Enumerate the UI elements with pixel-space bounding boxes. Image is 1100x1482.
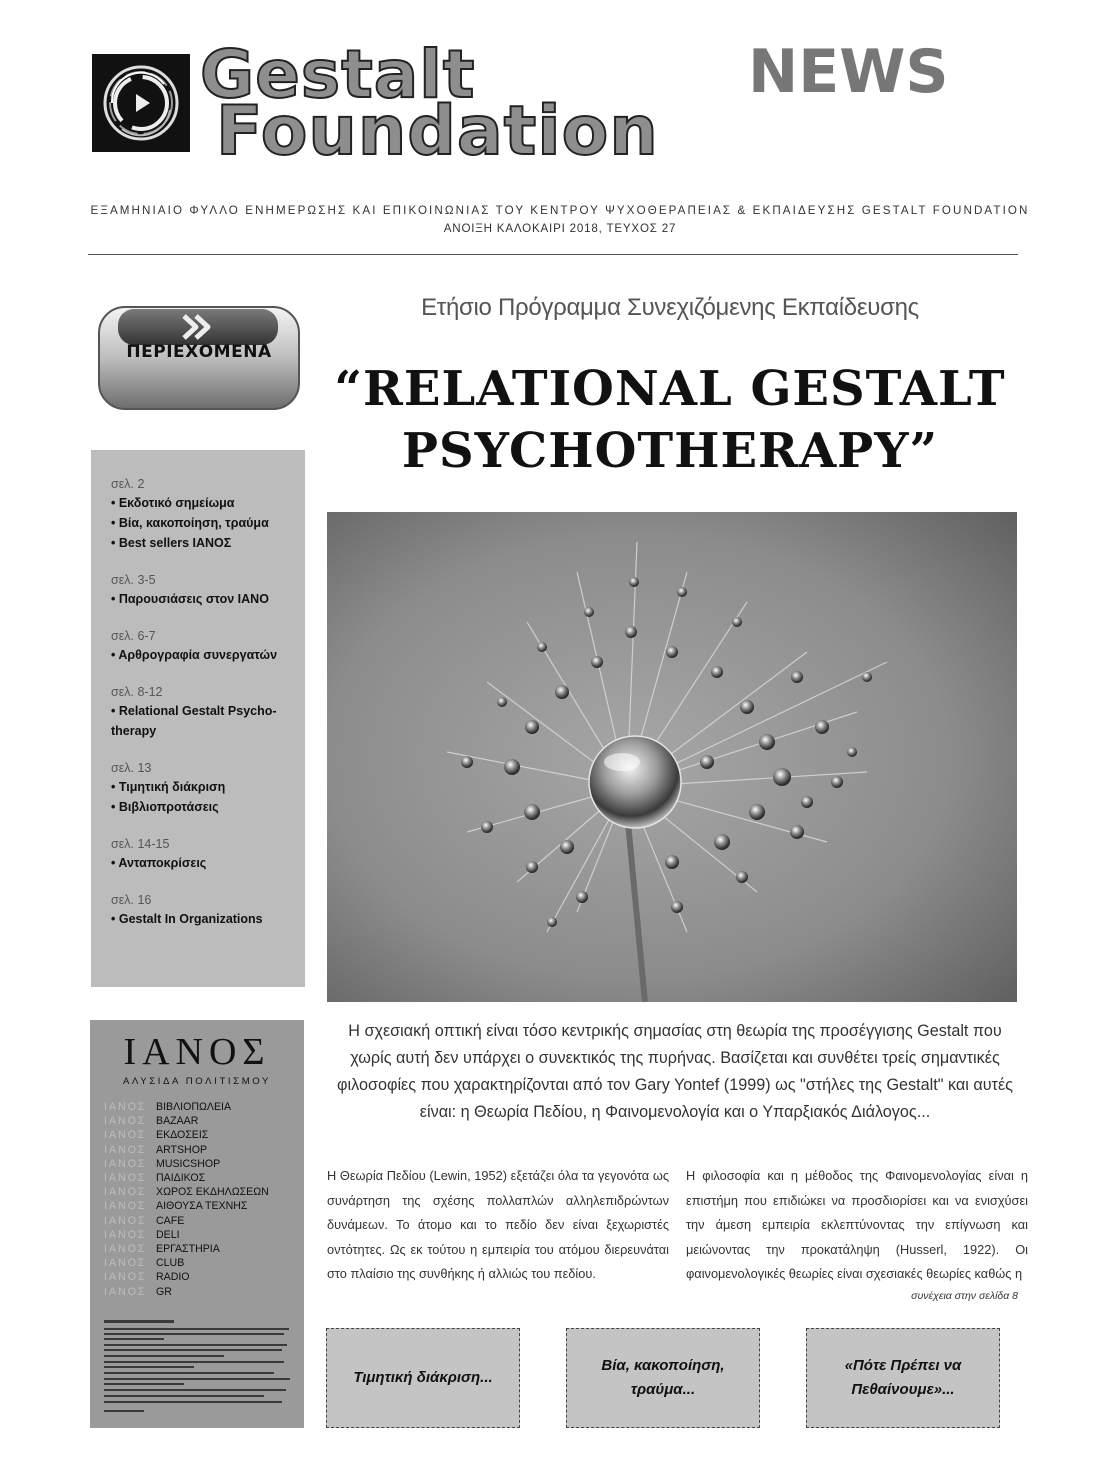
feature-photo [327,512,1017,1002]
ianos-department-label: MUSICSHOP [156,1157,221,1170]
toc-item[interactable]: • Best sellers ΙΑΝΟΣ [111,536,232,550]
toc-item[interactable]: • Gestalt In Organizations [111,912,263,926]
ianos-department-label: ΠΑΙΔΙΚΟΣ [156,1172,206,1185]
ianos-logo-text: ΙΑΝΟΣ [123,1031,271,1073]
contents-label: ΠΕΡΙΕΧΟΜΕΝΑ [126,342,272,362]
ianos-department-label: BAZAAR [156,1115,199,1128]
headline-line: PSYCHOTHERAPY” [401,423,939,479]
ianos-department [104,1185,300,1199]
ianos-department [104,1199,300,1213]
toc-group [111,892,305,929]
masthead-tagline: ΕΞΑΜΗΝΙΑΙΟ ΦΥΛΛΟ ΕΝΗΜΕΡΩΣΗΣ ΚΑΙ ΕΠΙΚΟΙΝΩΝΙΑΣ ΤΟΥ ΚΕΝΤΡΟΥ ΨΥΧΟΘΕΡΑΠΕΙΑΣ & ΕΚΠΑΙΔΕΥΣΗΣ GESTALT FOUNDATION [90,204,1030,217]
toc-group [111,836,305,873]
feature-headline [330,358,1010,482]
toc-page-number: σελ. 16 [111,893,152,907]
ianos-department [104,1228,300,1242]
ianos-department-label: ΕΚΔΟΣΕΙΣ [156,1129,209,1142]
ianos-department-list [104,1100,300,1299]
ianos-brand-mark: ΙΑΝΟΣ [104,1157,147,1170]
masthead-news: NEWS [748,37,949,107]
continued-note[interactable]: συνέχεια στην σελίδα 8 [911,1290,1018,1302]
toc-item[interactable]: • Αρθρογραφία συνεργατών [111,648,278,662]
ianos-department-label: GR [156,1285,172,1298]
ianos-brand-mark: ΙΑΝΟΣ [104,1243,147,1256]
ianos-department [104,1214,300,1228]
ianos-department-label: ARTSHOP [156,1143,208,1156]
ianos-department [104,1100,300,1114]
toc-item[interactable]: • Βία, κακοποίηση, τραύμα [111,516,269,530]
ianos-brand-mark: ΙΑΝΟΣ [104,1257,147,1270]
table-of-contents [91,450,305,987]
ianos-department-label: CLUB [156,1257,185,1270]
ianos-brand-mark: ΙΑΝΟΣ [104,1172,147,1185]
ianos-brand-mark: ΙΑΝΟΣ [104,1129,147,1142]
ianos-brand-mark: ΙΑΝΟΣ [104,1200,147,1213]
ianos-brand-mark: ΙΑΝΟΣ [104,1101,147,1113]
ianos-department-label: ΕΡΓΑΣΤΗΡΙΑ [156,1243,220,1256]
ianos-brand-mark: ΙΑΝΟΣ [104,1271,147,1284]
toc-page-number: σελ. 3-5 [111,573,156,587]
ianos-department [104,1128,300,1142]
toc-item[interactable]: • Εκδοτικό σημείωμα [111,496,235,510]
feature-lead: Η σχεσιακή οπτική είναι τόσο κεντρικής σημασίας στη θεωρία της προσέγγισης Gestalt που χωρίς αυτή δεν υπάρχει ο συνεκτικός της πυρήνας. Βασίζεται και συνθέτει τρείς σημαντικές φιλοσοφίες που χαρακτηρίζονται από τον Gary Yontef (1999) ως "στήλες της Gestalt" και αυτές είναι: η Θεωρία Πεδίου, η Φαινομενολογία και ο Υπαρξιακός Διάλογος... [337,1022,1013,1121]
toc-page-number: σελ. 13 [111,761,152,775]
dandelion-droplet-photo [327,512,1017,1002]
article-column-right: Η φιλοσοφία και η μέθοδος της Φαινομενολογίας είναι η επιστήμη που επιδιώκει να προσδιορίσει και να ενισχύσει την άμεση εμπειρία εκλεπτύνοντας την επίγνωση και μειώνοντας την προκατάληψη (Husserl, 1922). Οι φαινομενολογικές θεωρίες είναι σχεσιακές θεωρίες καθώς η [686,1168,1028,1281]
contents-button[interactable] [96,304,302,412]
ianos-department [104,1285,300,1299]
teaser-box-dying[interactable]: «Πότε Πρέπει να Πεθαίνουμε»... [806,1328,1000,1428]
masthead-divider [88,254,1018,255]
headline-line: “RELATIONAL GESTALT [334,361,1006,417]
issue-info: ΑΝΟΙΞΗ ΚΑΛΟΚΑΙΡΙ 2018, ΤΕΥΧΟΣ 27 [443,222,677,235]
ianos-advertisement [90,1020,304,1428]
ianos-subtitle: ΑΛΥΣΙΔΑ ΠΟΛΙΤΙΣΜΟΥ [122,1076,272,1087]
toc-page-number: σελ. 6-7 [111,629,156,643]
toc-group [111,572,305,609]
toc-page-number: σελ. 2 [111,477,145,491]
toc-item[interactable]: therapy [111,724,157,738]
logo-mark [92,54,190,152]
toc-item[interactable]: • Παρουσιάσεις στον ΙΑΝΟ [111,592,269,606]
ianos-department-label: RADIO [156,1271,190,1284]
ianos-department-label: ΑΙΘΟΥΣΑ ΤΕΧΝΗΣ [156,1200,248,1213]
ianos-department-label: ΒΙΒΛΙΟΠΩΛΕΙΑ [156,1101,232,1113]
ianos-department-label: CAFE [156,1214,185,1227]
toc-page-number: σελ. 14-15 [111,837,170,851]
toc-item[interactable]: • Τιμητική διάκριση [111,780,226,794]
ianos-department [104,1143,300,1157]
ianos-brand-mark: ΙΑΝΟΣ [104,1285,147,1298]
ianos-department-label: ΧΩΡΟΣ ΕΚΔΗΛΩΣΕΩΝ [156,1186,269,1199]
ianos-department [104,1114,300,1128]
ianos-department [104,1171,300,1185]
ianos-department-label: DELI [156,1228,180,1241]
ianos-brand-mark: ΙΑΝΟΣ [104,1228,147,1241]
ianos-department [104,1157,300,1171]
ianos-brand-mark: ΙΑΝΟΣ [104,1143,147,1156]
toc-group [111,476,305,553]
toc-item[interactable]: • Βιβλιοπροτάσεις [111,800,219,814]
ianos-store-addresses-fineprint [104,1318,294,1418]
article-column-left: Η Θεωρία Πεδίου (Lewin, 1952) εξετάζει όλα τα γεγονότα ως συνάρτηση της σχέσης πολλαπλών αλληλεπιδρώντων δυνάμεων. Το άτομο και το πεδίο δεν είναι ξεχωριστές οντότητες. Ως εκ τούτου η εμπειρία του ατόμου διερευνάται στο πλαίσιο της συνθήκης ή αλλιώς του πεδίου. [327,1168,669,1281]
toc-item[interactable]: • Ανταποκρίσεις [111,856,207,870]
toc-group [111,760,305,817]
teaser-box-violence[interactable]: Βία, κακοποίηση, τραύμα... [566,1328,760,1428]
ianos-department [104,1242,300,1256]
feature-kicker: Ετήσιο Πρόγραμμα Συνεχιζόμενης Εκπαίδευσης [421,294,919,321]
ianos-brand-mark: ΙΑΝΟΣ [104,1186,147,1199]
toc-group [111,684,305,741]
ianos-brand-mark: ΙΑΝΟΣ [104,1115,147,1128]
toc-item[interactable]: • Relational Gestalt Psycho- [111,704,277,718]
teaser-box-award[interactable]: Τιμητική διάκριση... [326,1328,520,1428]
logo-swirl-icon [92,54,190,152]
toc-page-number: σελ. 8-12 [111,685,163,699]
ianos-department [104,1256,300,1270]
masthead-title-foundation: Foundation [216,92,659,171]
toc-group [111,628,305,665]
ianos-brand-mark: ΙΑΝΟΣ [104,1214,147,1227]
ianos-department [104,1270,300,1284]
masthead-title-gestalt: Gestalt [200,36,476,113]
